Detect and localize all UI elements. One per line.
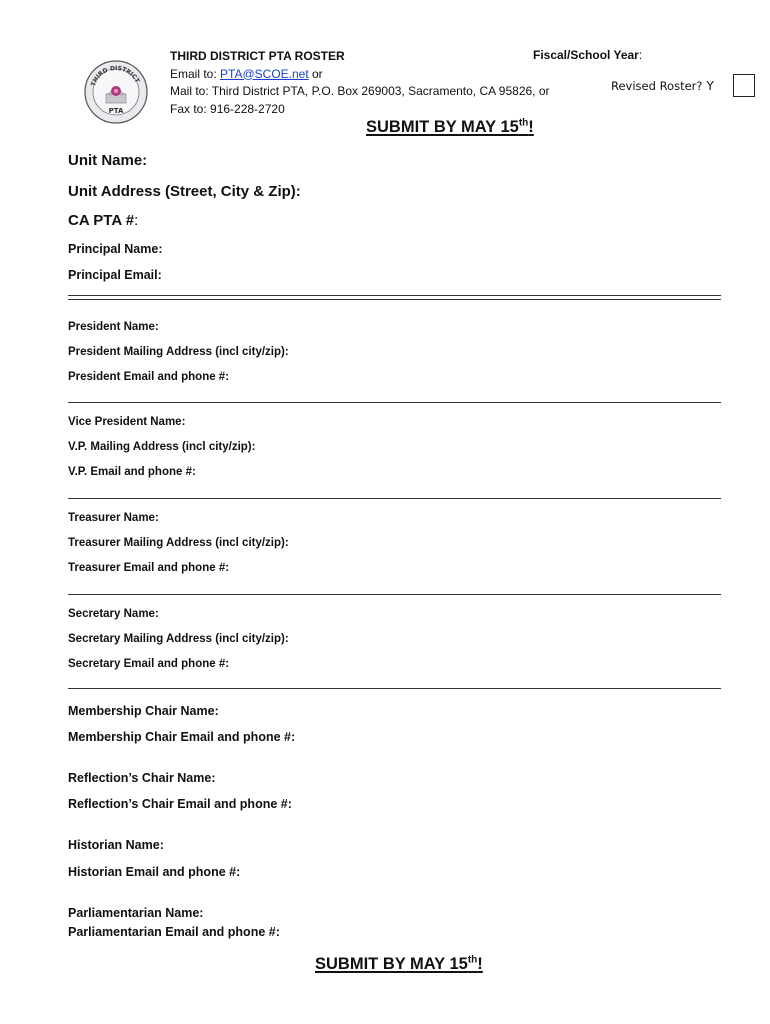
president-address-field[interactable]: President Mailing Address (incl city/zip): bbox=[68, 346, 289, 358]
historian-name-field[interactable]: Historian Name: bbox=[68, 838, 164, 852]
email-line bbox=[170, 66, 590, 84]
fax-line: Fax to: 916-228-2720 bbox=[170, 101, 285, 116]
historian-email-field[interactable]: Historian Email and phone #: bbox=[68, 865, 241, 879]
fiscal-colon: : bbox=[638, 48, 643, 62]
third-district-pta-seal-logo bbox=[84, 60, 148, 124]
treasurer-address-field[interactable]: Treasurer Mailing Address (incl city/zip): bbox=[68, 537, 289, 549]
submit-text: SUBMIT BY MAY 15 bbox=[366, 118, 519, 136]
secretary-email-field[interactable]: Secretary Email and phone #: bbox=[68, 658, 230, 670]
submit-sup: th bbox=[467, 954, 478, 966]
principal-name-field[interactable]: Principal Name: bbox=[68, 242, 163, 256]
president-email-field[interactable]: President Email and phone #: bbox=[68, 371, 230, 383]
roster-title: THIRD DISTRICT PTA ROSTER bbox=[170, 49, 345, 63]
vice-president-email-field[interactable]: V.P. Email and phone #: bbox=[68, 466, 196, 478]
reflections-chair-name-field[interactable]: Reflection’s Chair Name: bbox=[68, 771, 216, 785]
secretary-name-field[interactable]: Secretary Name: bbox=[68, 608, 159, 620]
section-divider bbox=[68, 498, 721, 499]
president-name-field[interactable]: President Name: bbox=[68, 321, 159, 333]
principal-email-field[interactable]: Principal Email: bbox=[68, 268, 162, 282]
svg-text:THIRD DISTRICT: THIRD DISTRICT bbox=[89, 64, 141, 88]
ca-pta-label: CA PTA # bbox=[68, 212, 135, 229]
ca-pta-colon: : bbox=[134, 212, 139, 229]
reflections-chair-email-field[interactable]: Reflection’s Chair Email and phone #: bbox=[68, 797, 292, 811]
unit-address-field[interactable]: Unit Address (Street, City & Zip): bbox=[68, 183, 301, 200]
parliamentarian-email-field[interactable]: Parliamentarian Email and phone #: bbox=[68, 925, 280, 939]
mail-line: Mail to: Third District PTA, P.O. Box 269003, Sacramento, CA 95826, or bbox=[170, 84, 550, 98]
revised-roster-checkbox[interactable] bbox=[733, 74, 755, 97]
vice-president-name-field[interactable]: Vice President Name: bbox=[68, 416, 186, 428]
membership-chair-name-field[interactable]: Membership Chair Name: bbox=[68, 704, 219, 718]
revised-roster-label bbox=[611, 79, 714, 93]
svg-text:PTA: PTA bbox=[108, 107, 124, 115]
section-divider bbox=[68, 688, 721, 689]
submit-end: ! bbox=[477, 955, 483, 973]
revised-roster-text: Revised Roster? bbox=[611, 79, 703, 93]
email-link[interactable]: PTA@SCOE.net bbox=[220, 66, 309, 81]
submit-deadline-bottom bbox=[315, 955, 483, 974]
revised-yes-letter: Y bbox=[706, 79, 714, 93]
ca-pta-number-field[interactable] bbox=[68, 212, 138, 229]
section-divider-double bbox=[68, 295, 721, 300]
submit-end: ! bbox=[528, 118, 534, 136]
email-prefix: Email to: bbox=[170, 66, 221, 81]
secretary-address-field[interactable]: Secretary Mailing Address (incl city/zip): bbox=[68, 633, 289, 645]
submit-sup: th bbox=[518, 117, 529, 129]
treasurer-email-field[interactable]: Treasurer Email and phone #: bbox=[68, 562, 230, 574]
section-divider bbox=[68, 402, 721, 403]
fiscal-school-year-field[interactable] bbox=[533, 48, 642, 62]
membership-chair-email-field[interactable]: Membership Chair Email and phone #: bbox=[68, 730, 296, 744]
section-divider bbox=[68, 594, 721, 595]
vice-president-address-field[interactable]: V.P. Mailing Address (incl city/zip): bbox=[68, 441, 256, 453]
header-contact-block bbox=[170, 48, 590, 118]
email-suffix: or bbox=[308, 66, 323, 81]
treasurer-name-field[interactable]: Treasurer Name: bbox=[68, 512, 159, 524]
submit-deadline-top bbox=[366, 118, 534, 137]
unit-name-field[interactable]: Unit Name: bbox=[68, 152, 148, 169]
submit-text: SUBMIT BY MAY 15 bbox=[315, 955, 468, 973]
fiscal-label: Fiscal/School Year bbox=[533, 48, 639, 62]
parliamentarian-name-field[interactable]: Parliamentarian Name: bbox=[68, 906, 204, 920]
